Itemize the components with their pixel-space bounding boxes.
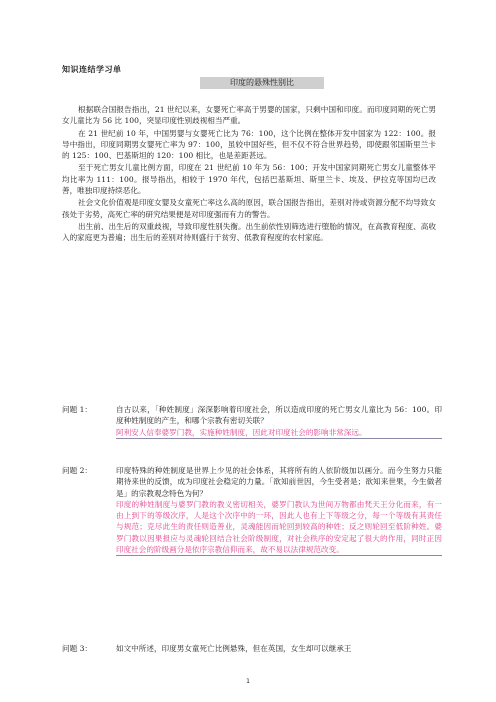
question-text: 自古以来，「种姓制度」深深影响着印度社会，所以造成印度的死亡男女儿童比为 56：100。印度种姓制度的产生，和哪个宗教有密切关联？ — [116, 405, 442, 426]
article-title: 印度的悬殊性别比 — [200, 77, 324, 89]
question-label: 问题 3： — [62, 644, 93, 653]
answer-text[interactable]: 印度的种姓制度与婆罗门教的教义密切相关，婆罗门教认为世间万物都由梵天王分化而来，有一由上到下的等级次序，人是这个次序中的一环，因此人也有上下等级之分，每一个等级有其责任与规范；克尽此生的责任则造善业，灵魂能因而轮回到较高的种姓；反之则轮回至低阶种姓。婆罗门教以因果报应与灵魂轮回结合社会阶级制度，对社会秩序的安定起了很大的作用，同时正因印度社会的阶级画分是依序宗教信仰而来，故不易以法律规范改变。 — [116, 499, 442, 556]
question-label: 问题 1： — [62, 405, 93, 414]
paragraph: 至于死亡男女儿童比例方面，印度在 21 世纪前 10 年为 56：100；开发中国家同期死亡男女儿童整体平均比率为 111：100。报导指出，相较于 1970 年代，包括巴基斯坦、斯里兰卡、埃及、伊拉克等国均已改善，唯独印度持续恶化。 — [62, 163, 436, 196]
question-2 — [62, 465, 442, 556]
question-text: 印度特殊的种姓制度是世界上少见的社会体系，其将所有的人依阶级加以画分。而今生努力只能期待来世的反馈，成为印度社会稳定的力量。「欲知前世因，今生受者是；欲知来世果，今生做者是」的宗教观念特色为何？ — [116, 466, 442, 498]
question-3 — [62, 643, 442, 654]
page-number: 1 — [246, 678, 250, 685]
answer-text[interactable]: 阿利安人信奉婆罗门教，实施种姓制度，因此对印度社会的影响非常深远。 — [116, 427, 442, 439]
paragraph: 根据联合国报告指出，21 世纪以来，女婴死亡率高于男婴的国家，只剩中国和印度。而印度同期的死亡男女儿童比为 56 比 100，突显印度性别歧视相当严重。 — [62, 105, 436, 126]
paragraph: 社会文化价值观是印度女婴及女童死亡率这么高的原因，联合国报告指出，差别对待或资源分配不均导致女孩处于劣势，高死亡率的研究结果便是对印度强而有力的警告。 — [62, 198, 436, 219]
question-text: 如文中所述，印度男女童死亡比例悬殊，但在英国，女生却可以继承王 — [116, 644, 352, 653]
question-label: 问题 2： — [62, 466, 93, 475]
paragraph: 出生前、出生后的双重歧视，导致印度性别失衡。出生前依性别筛选进行堕胎的情况，在高教育程度、高收入的家庭更为普遍；出生后的差别对待则盛行于贫穷、低教育程度的农村家庭。 — [62, 221, 436, 243]
article-body — [62, 104, 436, 245]
paragraph: 在 21 世纪前 10 年，中国男婴与女婴死亡比为 76：100，这个比例在整体开发中国家为 122：100。报导中指出，印度同期男女婴死亡率为 97：100，虽较中国好些，但不仅不符合世界趋势，即使跟邻国斯里兰卡的 125：100、巴基斯坦的 120：100 相比，也是差距甚远。 — [62, 128, 436, 161]
worksheet-header: 知识连结学习单 — [62, 65, 122, 74]
question-1 — [62, 404, 442, 439]
